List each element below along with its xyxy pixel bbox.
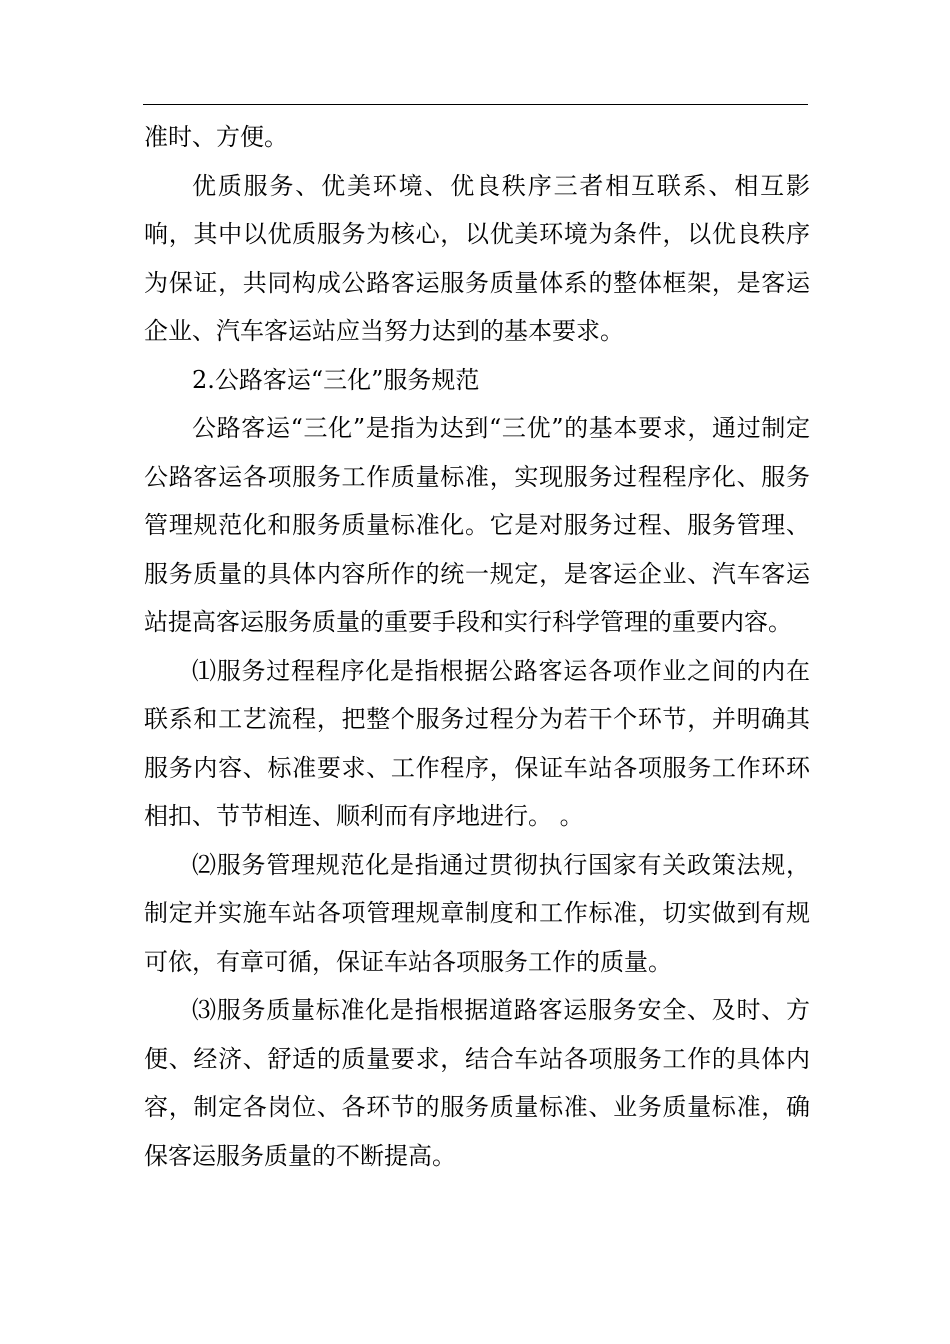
section-heading: 2.公路客运“三化”服务规范 — [192, 365, 480, 394]
list-item-management-standardization: ⑵服务管理规范化是指通过贯彻执行国家有关政策法规，制定并实施车站各项管理规章制度和工作标准，切实做到有规可依，有章可循，保证车站各项服务工作的质量。 — [144, 850, 810, 976]
paragraph-three-standardizations: 公路客运“三化”是指为达到“三优”的基本要求，通过制定公路客运各项服务工作质量标准，实现服务过程程序化、服务管理规范化和服务质量标准化。它是对服务过程、服务管理、服务质量的具体内容所作的统一规定，是客运企业、汽车客运站提高客运服务质量的重要手段和实行科学管理的重要内容。 — [144, 414, 810, 636]
header-rule — [143, 104, 808, 105]
list-item-process-standardization: ⑴服务过程程序化是指根据公路客运各项作业之间的内在联系和工艺流程，把整个服务过程分为若干个环节，并明确其服务内容、标准要求、工作程序，保证车站各项服务工作环环相扣、节节相连、顺利而有序地进行。 。 — [144, 656, 810, 830]
document-body — [144, 113, 810, 1180]
paragraph-continuation: 准时、方便。 — [144, 123, 288, 151]
list-item-quality-standardization: ⑶服务质量标准化是指根据道路客运服务安全、及时、方便、经济、舒适的质量要求，结合车站各项服务工作的具体内容，制定各岗位、各环节的服务质量标准、业务质量标准，确保客运服务质量的不断提高。 — [144, 996, 810, 1170]
paragraph-three-excellences: 优质服务、优美环境、优良秩序三者相互联系、相互影响，其中以优质服务为核心，以优美环境为条件，以优良秩序为保证，共同构成公路客运服务质量体系的整体框架，是客运企业、汽车客运站应当努力达到的基本要求。 — [144, 171, 810, 345]
